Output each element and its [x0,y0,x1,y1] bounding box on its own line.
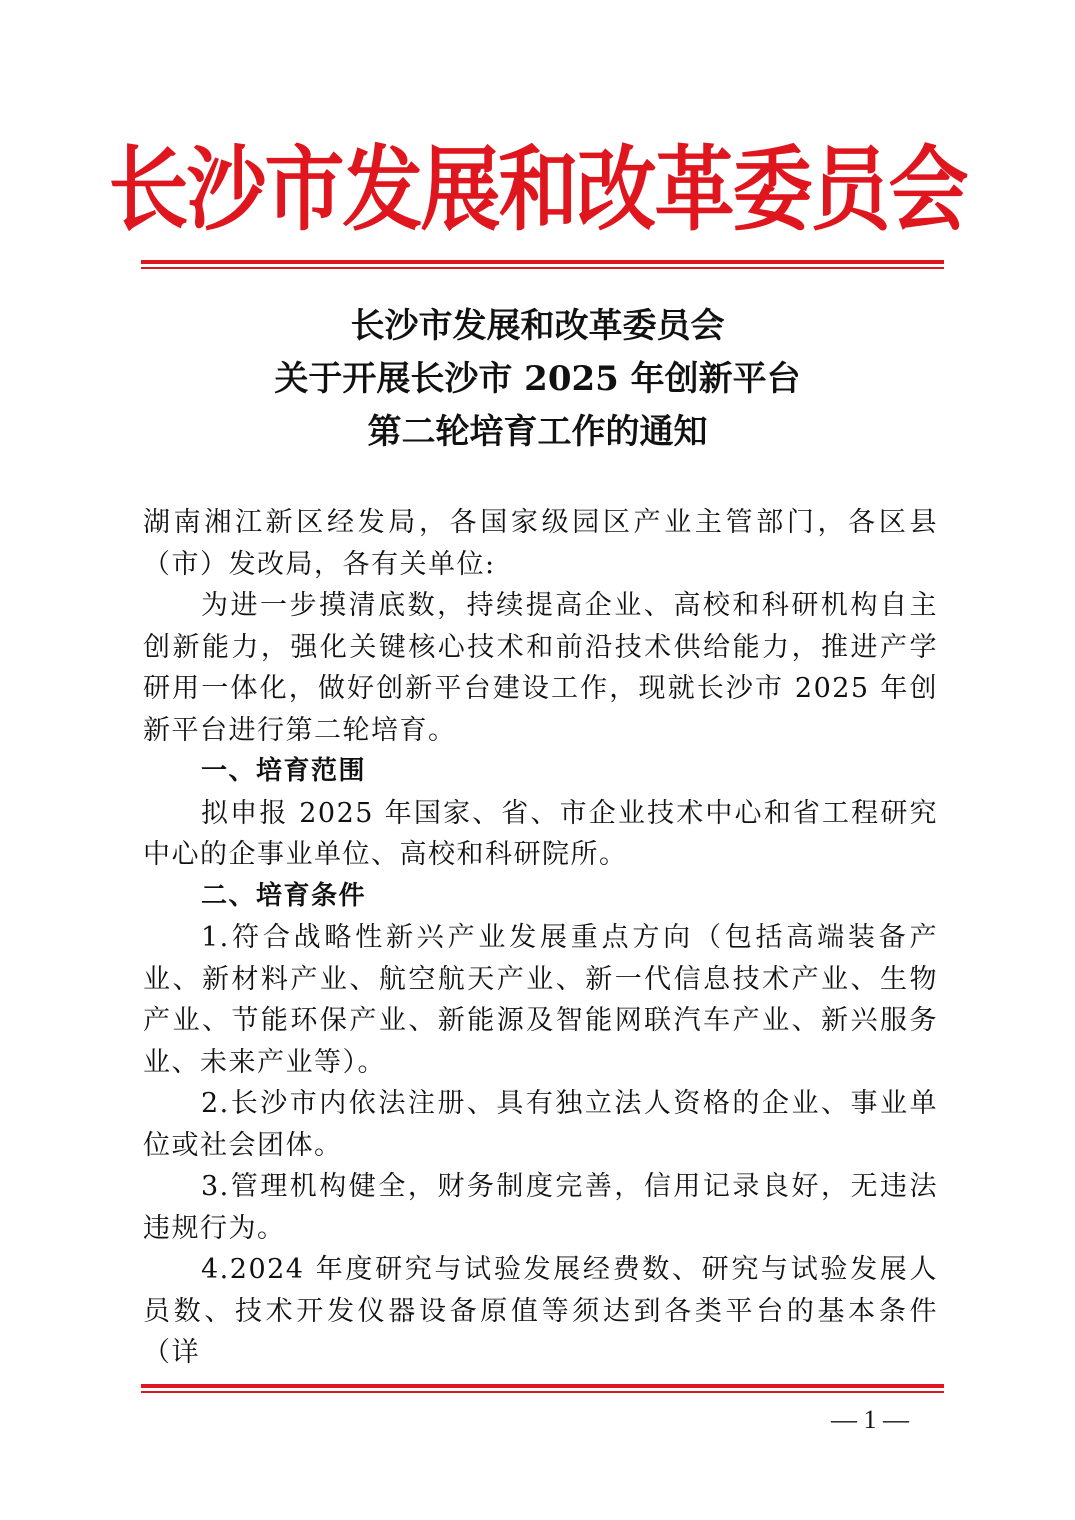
divider-thin-line [141,267,944,269]
footer-divider [141,1384,944,1393]
section-heading-conditions: 二、培育条件 [201,880,367,911]
masthead-divider [141,260,944,269]
divider-thin-line [141,1391,944,1393]
title-line-2: 关于开展长沙市 2025 年创新平台 [274,359,801,399]
condition-item: 2.长沙市内依法注册、具有独立法人资格的企业、事业单位或社会团体。 [143,1088,938,1161]
condition-item: 4.2024 年度研究与试验发展经费数、研究与试验发展人员数、技术开发仪器设备原值等须达到各类平台的基本条件（详 [143,1254,938,1368]
divider-thick-line [141,260,944,264]
page-number: — 1 — [831,1405,909,1434]
salutation: 湖南湘江新区经发局，各国家级园区产业主管部门，各区县（市）发改局，各有关单位: [143,507,938,580]
masthead-title: 长沙市发展和改革委员会 [108,135,967,244]
section-heading-scope: 一、培育范围 [201,756,367,786]
divider-thick-line [141,1384,944,1388]
document-body [143,502,938,1374]
document-title [0,300,1075,459]
intro-paragraph: 为进一步摸清底数，持续提高企业、高校和科研机构自主创新能力，强化关键核心技术和前沿技术供给能力，推进产学研用一体化，做好创新平台建设工作，现就长沙市 2025 年创新平台进行第二轮培育。 [143,590,938,746]
title-line-1: 长沙市发展和改革委员会 [350,306,725,346]
condition-item: 3.管理机构健全，财务制度完善，信用记录良好，无违法违规行为。 [143,1171,938,1244]
condition-item: 1.符合战略性新兴产业发展重点方向（包括高端装备产业、新材料产业、航空航天产业、新一代信息技术产业、生物产业、节能环保产业、新能源及智能网联汽车产业、新兴服务业、未来产业等）。 [143,922,938,1078]
title-line-3: 第二轮培育工作的通知 [367,412,708,452]
scope-paragraph: 拟申报 2025 年国家、省、市企业技术中心和省工程研究中心的企事业单位、高校和科研院所。 [143,797,938,870]
